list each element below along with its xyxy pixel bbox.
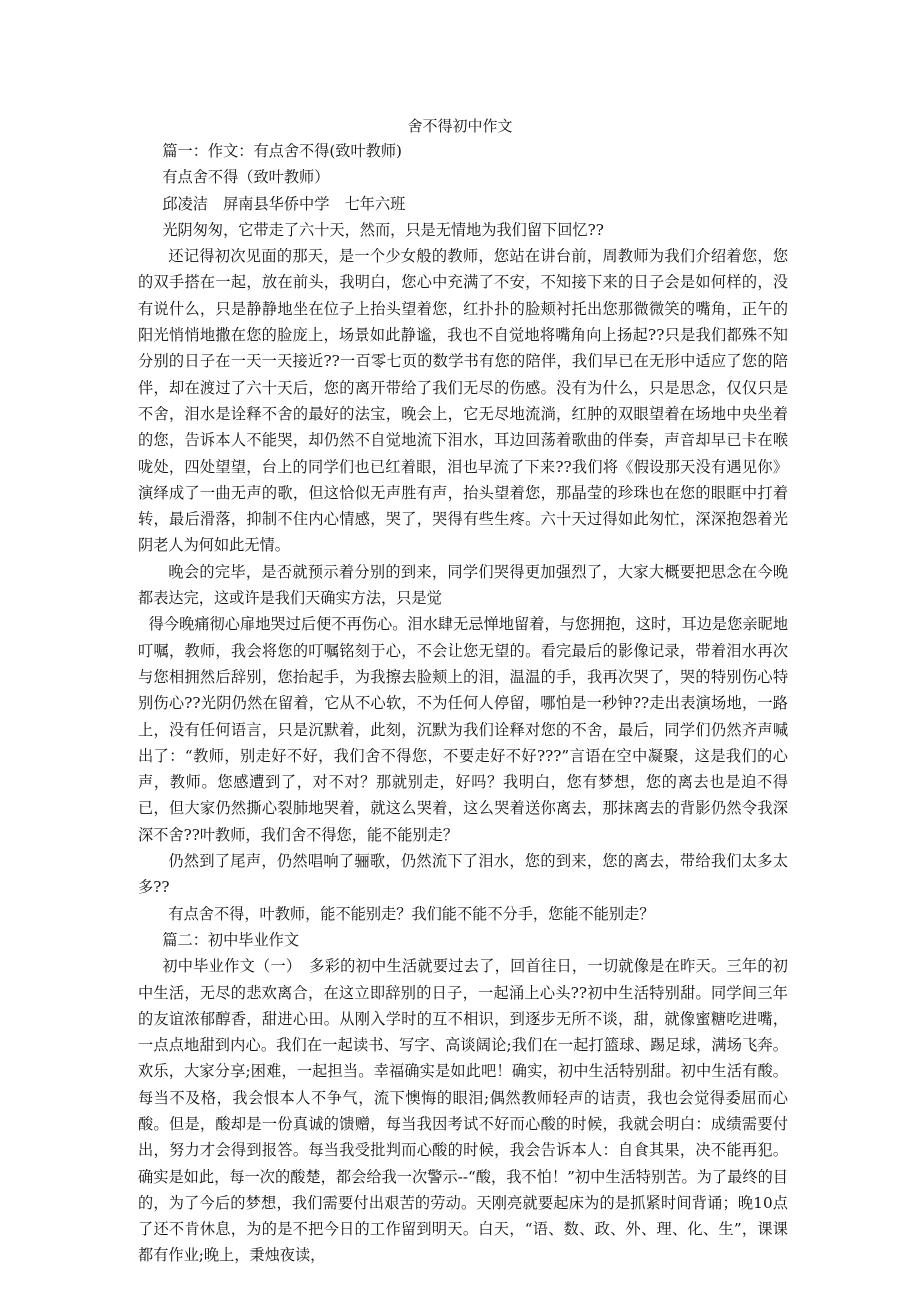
paragraph: 得今晚痛彻心扉地哭过后便不再伤心。泪水肆无忌惮地留着，与您拥抱，这时，耳边是您亲昵地叮嘱，教师，我会将您的叮嘱铭刻于心，不会让您无望的。看完最后的影像记录，带着泪水再次与您相拥然后辞别，您抬起手，为我擦去脸颊上的泪，温温的手，我再次哭了，哭的特别伤心特别伤心??光阴仍然在留着，它从不心软，不为任何人停留，哪怕是一秒钟??走出表演场地，一路上，没有任何语言，只是沉默着，此刻，沉默为我们诠释对您的不舍，最后，同学们仍然齐声喊出了：“教师，别走好不好，我们舍不得您，不要走好不好???”言语在空中凝聚，这是我们的心声，教师。您感遭到了，对不对？那就别走，好吗？我明白，您有梦想，您的离去也是迫不得已，但大家仍然撕心裂肺地哭着，就这么哭着，这么哭着送你离去，那抹离去的背影仍然令我深深不舍??叶教师，我们舍不得您，能不能别走？ [138, 615, 788, 844]
paragraph: 有点舍不得，叶教师，能不能别走？我们能不能不分手，您能不能别走？ [168, 904, 655, 923]
paragraph-essay-title: 有点舍不得（致叶教师） [162, 168, 330, 187]
document-title: 舍不得初中作文 [407, 117, 513, 135]
paragraph-section-one-heading: 篇一：作文：有点舍不得(致叶教师) [162, 142, 402, 160]
paragraph: 还记得初次见面的那天，是一个少女般的教师，您站在讲台前，周教师为我们介绍着您，您的双手搭在一起，放在前头，我明白，您心中充满了不安，不知接下来的日子会是如何样的，没有说什么，只是静静地坐在位子上抬头望着您，红扑扑的脸颊衬托出您那微微笑的嘴角，正午的阳光悄悄地撒在您的脸庞上，场景如此静谧，我也不自觉地将嘴角向上扬起??只是我们都殊不知分别的日子在一天一天接近??一百零七页的数学书有您的陪伴，我们早已在无形中适应了您的陪伴，却在渡过了六十天后，您的离开带给了我们无尽的伤感。没有为什么，只是思念，仅仅只是不舍，泪水是诠释不舍的最好的法宝，晚会上，它无尽地流淌，红肿的双眼望着在场地中央坐着的您，告诉本人不能哭，却仍然不自觉地流下泪水，耳边回荡着歌曲的伴奏，声音却早已卡在喉咙处，四处望望，台上的同学们也已红着眼，泪也早流了下来??我们将《假设那天没有遇见你》演绎成了一曲无声的歌，但这恰似无声胜有声，抬头望着您，那晶莹的珍珠也在您的眼眶中打着转，最后滑落，抑制不住内心情感，哭了，哭得有些生疼。六十天过得如此匆忙，深深抱怨着光阴老人为何如此无情。 [138, 247, 788, 555]
paragraph-author-line: 邱凌洁 屏南县华侨中学 七年六班 [162, 194, 406, 213]
paragraph-section-two-heading: 篇二：初中毕业作文 [162, 930, 299, 949]
paragraph: 仍然到了尾声，仍然唱响了骊歌，仍然流下了泪水，您的到来，您的离去，带给我们太多太多?? [138, 852, 788, 897]
document-body [138, 138, 788, 1269]
paragraph: 晚会的完毕，是否就预示着分别的到来，同学们哭得更加强烈了，大家大概要把思念在今晚都表达完，这或许是我们天确实方法，只是觉 [138, 562, 788, 608]
paragraph: 初中毕业作文（一） 多彩的初中生活就要过去了，回首往日，一切就像是在昨天。三年的初中生活，无尽的悲欢离合，在这立即辞别的日子，一起涌上心头??初中生活特别甜。同学间三年的友谊浓郁醇香，甜进心田。从刚入学时的互不相识，到逐步无所不谈，甜，就像蜜糖吃进嘴，一点点地甜到内心。我们在一起读书、写字、高谈阔论;我们在一起打篮球、踢足球，满场飞奔。欢乐，大家分享;困难，一起担当。幸福确实是如此吧！确实，初中生活特别甜。初中生活有酸。每当不及格，我会恨本人不争气，流下懊悔的眼泪;偶然教师轻声的诘责，我也会觉得委屈而心酸。但是，酸却是一份真诚的馈赠，每当我因考试不好而心酸的时候，我就会明白：成绩需要付出，努力才会得到报答。每当我受批判而心酸的时候，我会告诉本人：自食其果，决不能再犯。确实是如此，每一次的酸楚，都会给我一次警示--“酸，我不怕！”初中生活特别苦。为了最终的目的，为了今后的梦想，我们需要付出艰苦的劳动。天刚亮就要起床为的是抓紧时间背诵；晚10点了还不肯休息，为的是不把今日的工作留到明天。白天，“语、数、政、外、理、化、生”，课课都有作业;晚上，秉烛夜读， [138, 957, 788, 1265]
paragraph: 光阴匆匆，它带走了六十天，然而，只是无情地为我们留下回忆?? [162, 220, 604, 239]
